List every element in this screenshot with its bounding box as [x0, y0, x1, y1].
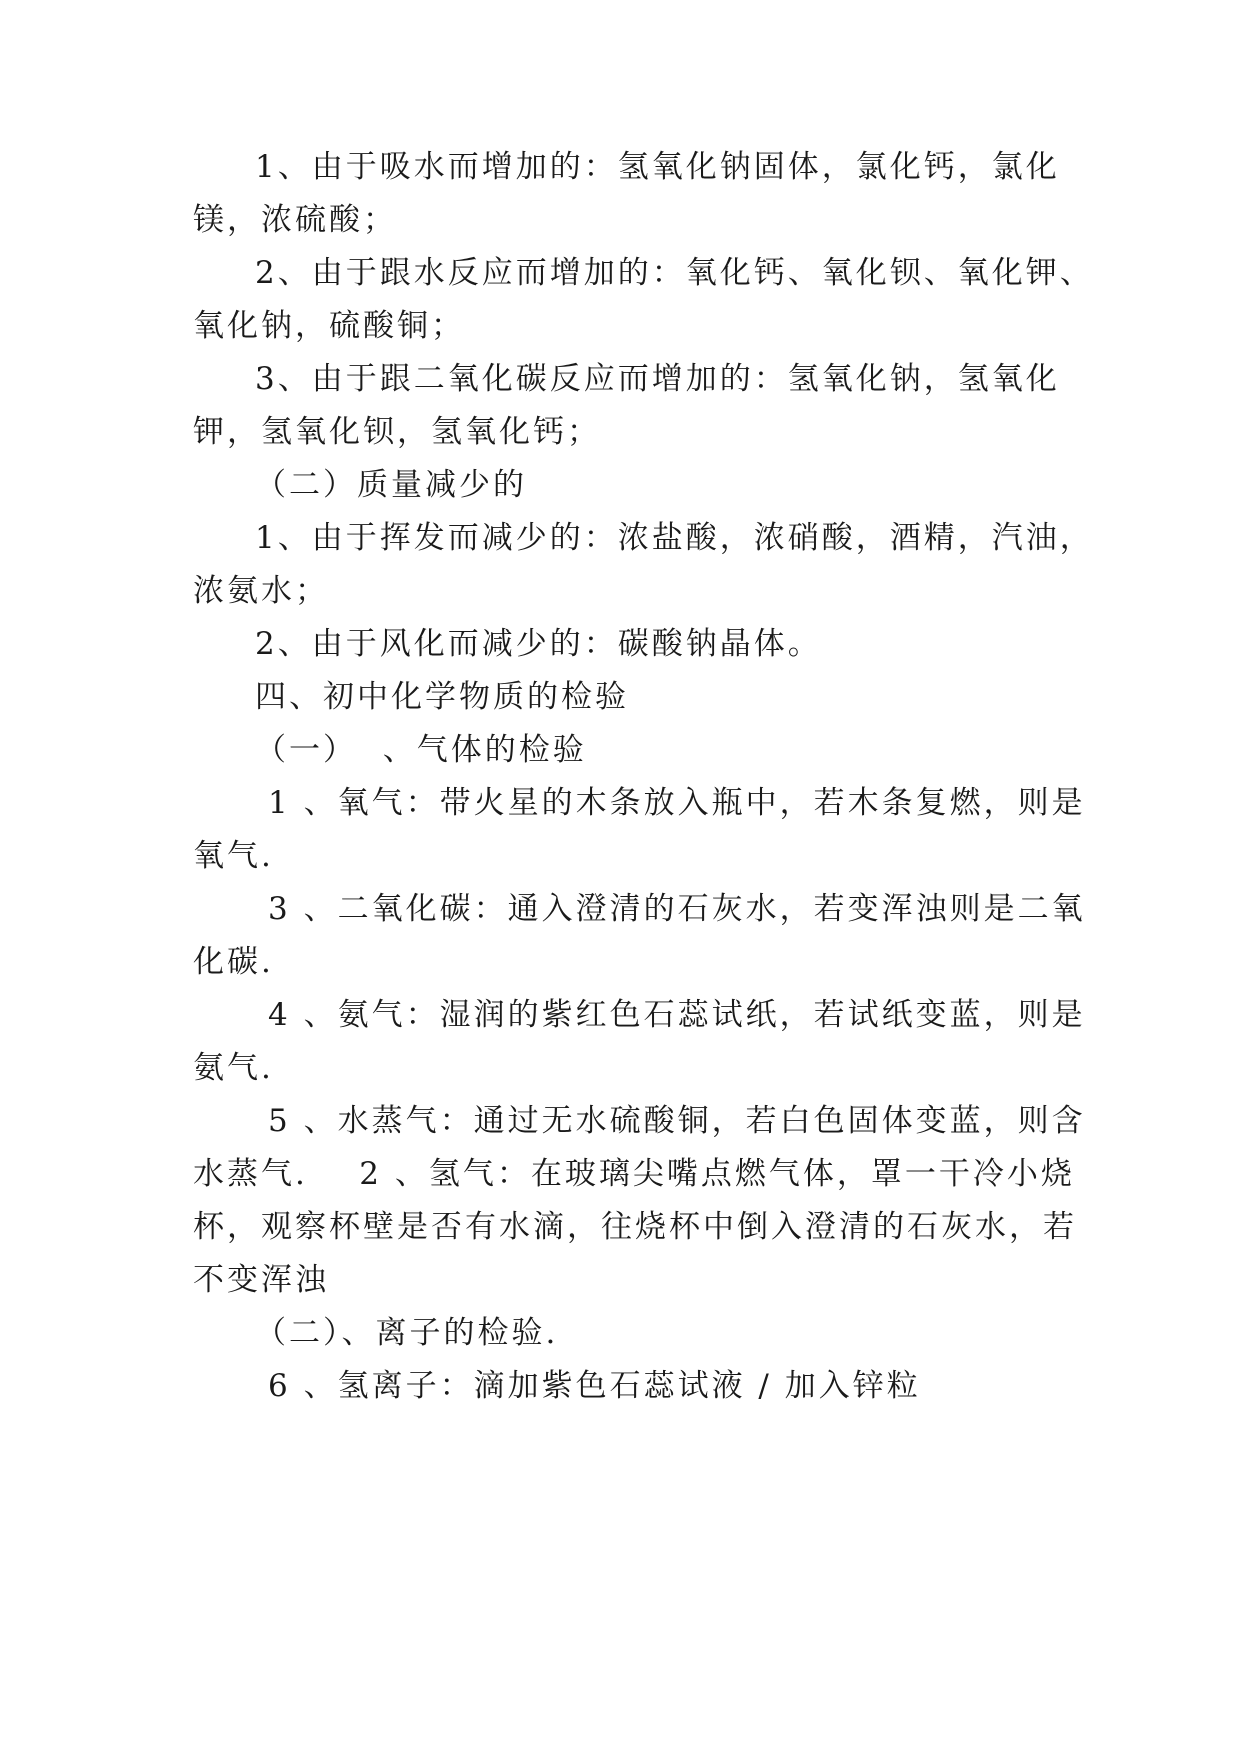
text-line: 3 、二氧化碳：通入澄清的石灰水，若变浑浊则是二氧 — [268, 891, 1086, 927]
text-line: 1、由于挥发而减少的：浓盐酸，浓硝酸，酒精，汽油， — [255, 520, 1094, 556]
text-line: 氨气. — [193, 1050, 274, 1086]
text-line: 不变浑浊 — [193, 1262, 329, 1298]
text-line: 氧气. — [193, 838, 274, 874]
text-line: 1、由于吸水而增加的：氢氧化钠固体，氯化钙，氯化 — [255, 149, 1060, 185]
section-heading: （一） 、气体的检验 — [255, 732, 587, 768]
text-line: 氧化钠，硫酸铜； — [193, 308, 465, 344]
text-line: 化碳. — [193, 944, 274, 980]
text-line: 5 、水蒸气：通过无水硫酸铜，若白色固体变蓝，则含 — [268, 1103, 1086, 1139]
section-heading: 四、初中化学物质的检验 — [255, 679, 629, 715]
text-line: 1 、氧气：带火星的木条放入瓶中，若木条复燃，则是 — [268, 785, 1086, 821]
text-line: 4 、氨气：湿润的紫红色石蕊试纸，若试纸变蓝，则是 — [268, 997, 1086, 1033]
text-line: 水蒸气. 2 、氢气：在玻璃尖嘴点燃气体，罩一干冷小烧 — [193, 1156, 1075, 1192]
text-line: 2、由于跟水反应而增加的：氧化钙、氧化钡、氧化钾、 — [255, 255, 1094, 291]
text-line: 镁，浓硫酸； — [193, 202, 397, 238]
text-line: 浓氨水； — [193, 573, 329, 609]
text-line: 杯，观察杯壁是否有水滴，往烧杯中倒入澄清的石灰水，若 — [193, 1209, 1077, 1245]
section-heading: （二）、离子的检验. — [255, 1315, 559, 1351]
text-line: 3、由于跟二氧化碳反应而增加的：氢氧化钠，氢氧化 — [255, 361, 1060, 397]
text-line: 2、由于风化而减少的：碳酸钠晶体。 — [255, 626, 822, 662]
text-line: 6 、氢离子：滴加紫色石蕊试液 / 加入锌粒 — [268, 1368, 921, 1404]
text-line: 钾，氢氧化钡，氢氧化钙； — [193, 414, 601, 450]
section-heading: （二）质量减少的 — [255, 467, 527, 503]
